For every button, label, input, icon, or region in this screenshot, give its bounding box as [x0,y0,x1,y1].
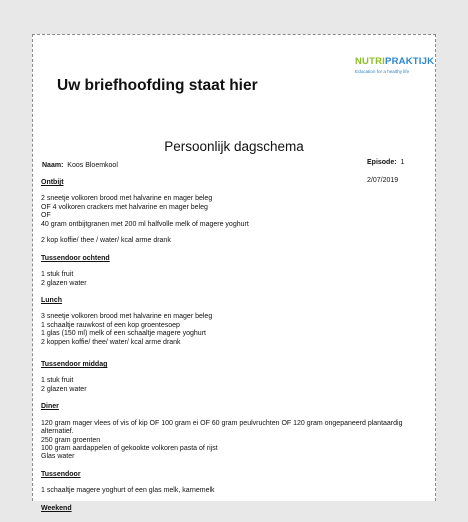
section-title: Lunch [41,297,62,305]
section-diner [41,403,429,461]
date-value: 2/07/2019 [367,177,399,184]
name-value: Koos Bloemkool [67,162,118,169]
section-title: Tussendoor middag [41,361,108,369]
list-item: 2 glazen water [41,385,87,393]
section-tussendoor [41,471,429,496]
list-item: 2 koppen koffie/ thee/ water/ kcal arme drank [41,338,181,346]
list-item: 1 schaaltje magere yoghurt of een glas melk, karnemelk [41,487,215,495]
list-item: 120 gram mager vlees of vis of kip OF 100 gram ei OF 60 gram peulvruchten OF 120 gram ongepaneerd plantaardig [41,419,403,427]
meal-schedule [41,179,429,522]
section-lunch [41,297,429,347]
logo-tagline: Education for a healthy life [355,69,410,74]
list-item: 1 schaaltje rauwkost of een kop groentesoep [41,321,180,329]
list-item: 1 stuk fruit [41,271,74,279]
list-item: 250 gram groenten [41,436,101,444]
list-item: 2 glazen water [41,279,87,287]
list-item: OF [41,212,51,220]
episode-value: 1 [400,159,405,166]
section-title: Diner [41,403,59,411]
episode-field [367,159,404,166]
letterhead-heading: Uw briefhoofding staat hier [57,77,258,94]
section-tussendoor-middag [41,361,429,394]
window-scrollbar[interactable] [464,34,468,500]
logo-wordmark [355,56,434,67]
list-item: 100 gram aardappelen of gekookte volkoren pasta of rijst [41,444,218,452]
logo-part-1: NUTRI [355,56,386,67]
section-title: Ontbijt [41,179,64,186]
episode-label: Episode: [367,159,397,166]
nutripraktijk-logo [355,55,433,91]
section-title: Tussendoor [41,470,81,478]
section-title: Tussendoor ochtend [41,254,110,262]
list-item: 40 gram ontbijtgranen met 200 ml halfvolle melk of magere yoghurt [41,220,249,228]
name-field [42,162,118,169]
list-item: alternatief. [41,428,74,436]
list-item: 2 sneetje volkoren brood met halvarine en mager beleg [41,195,213,203]
list-item: 3 sneetje volkoren brood met halvarine en mager beleg [41,313,213,321]
list-item: 1 stuk fruit [41,377,74,385]
list-item: OF 4 volkoren crackers met halvarine en mager beleg [41,203,208,211]
document-title: Persoonlijk dagschema [164,139,304,154]
section-ontbijt [41,179,429,246]
section-weekend [41,505,429,513]
list-item: 2 kop koffie/ thee / water/ kcal arme drank [41,237,171,245]
document-page [32,34,436,512]
list-item: Glas water [41,453,75,461]
list-item: 1 glas (150 ml) melk of een schaaltje magere yoghurt [41,330,206,338]
logo-part-2: PRAKTIJK [385,56,435,67]
section-tussendoor-ochtend [41,255,429,288]
name-label: Naam: [42,162,64,169]
section-title: Weekend [41,504,72,512]
